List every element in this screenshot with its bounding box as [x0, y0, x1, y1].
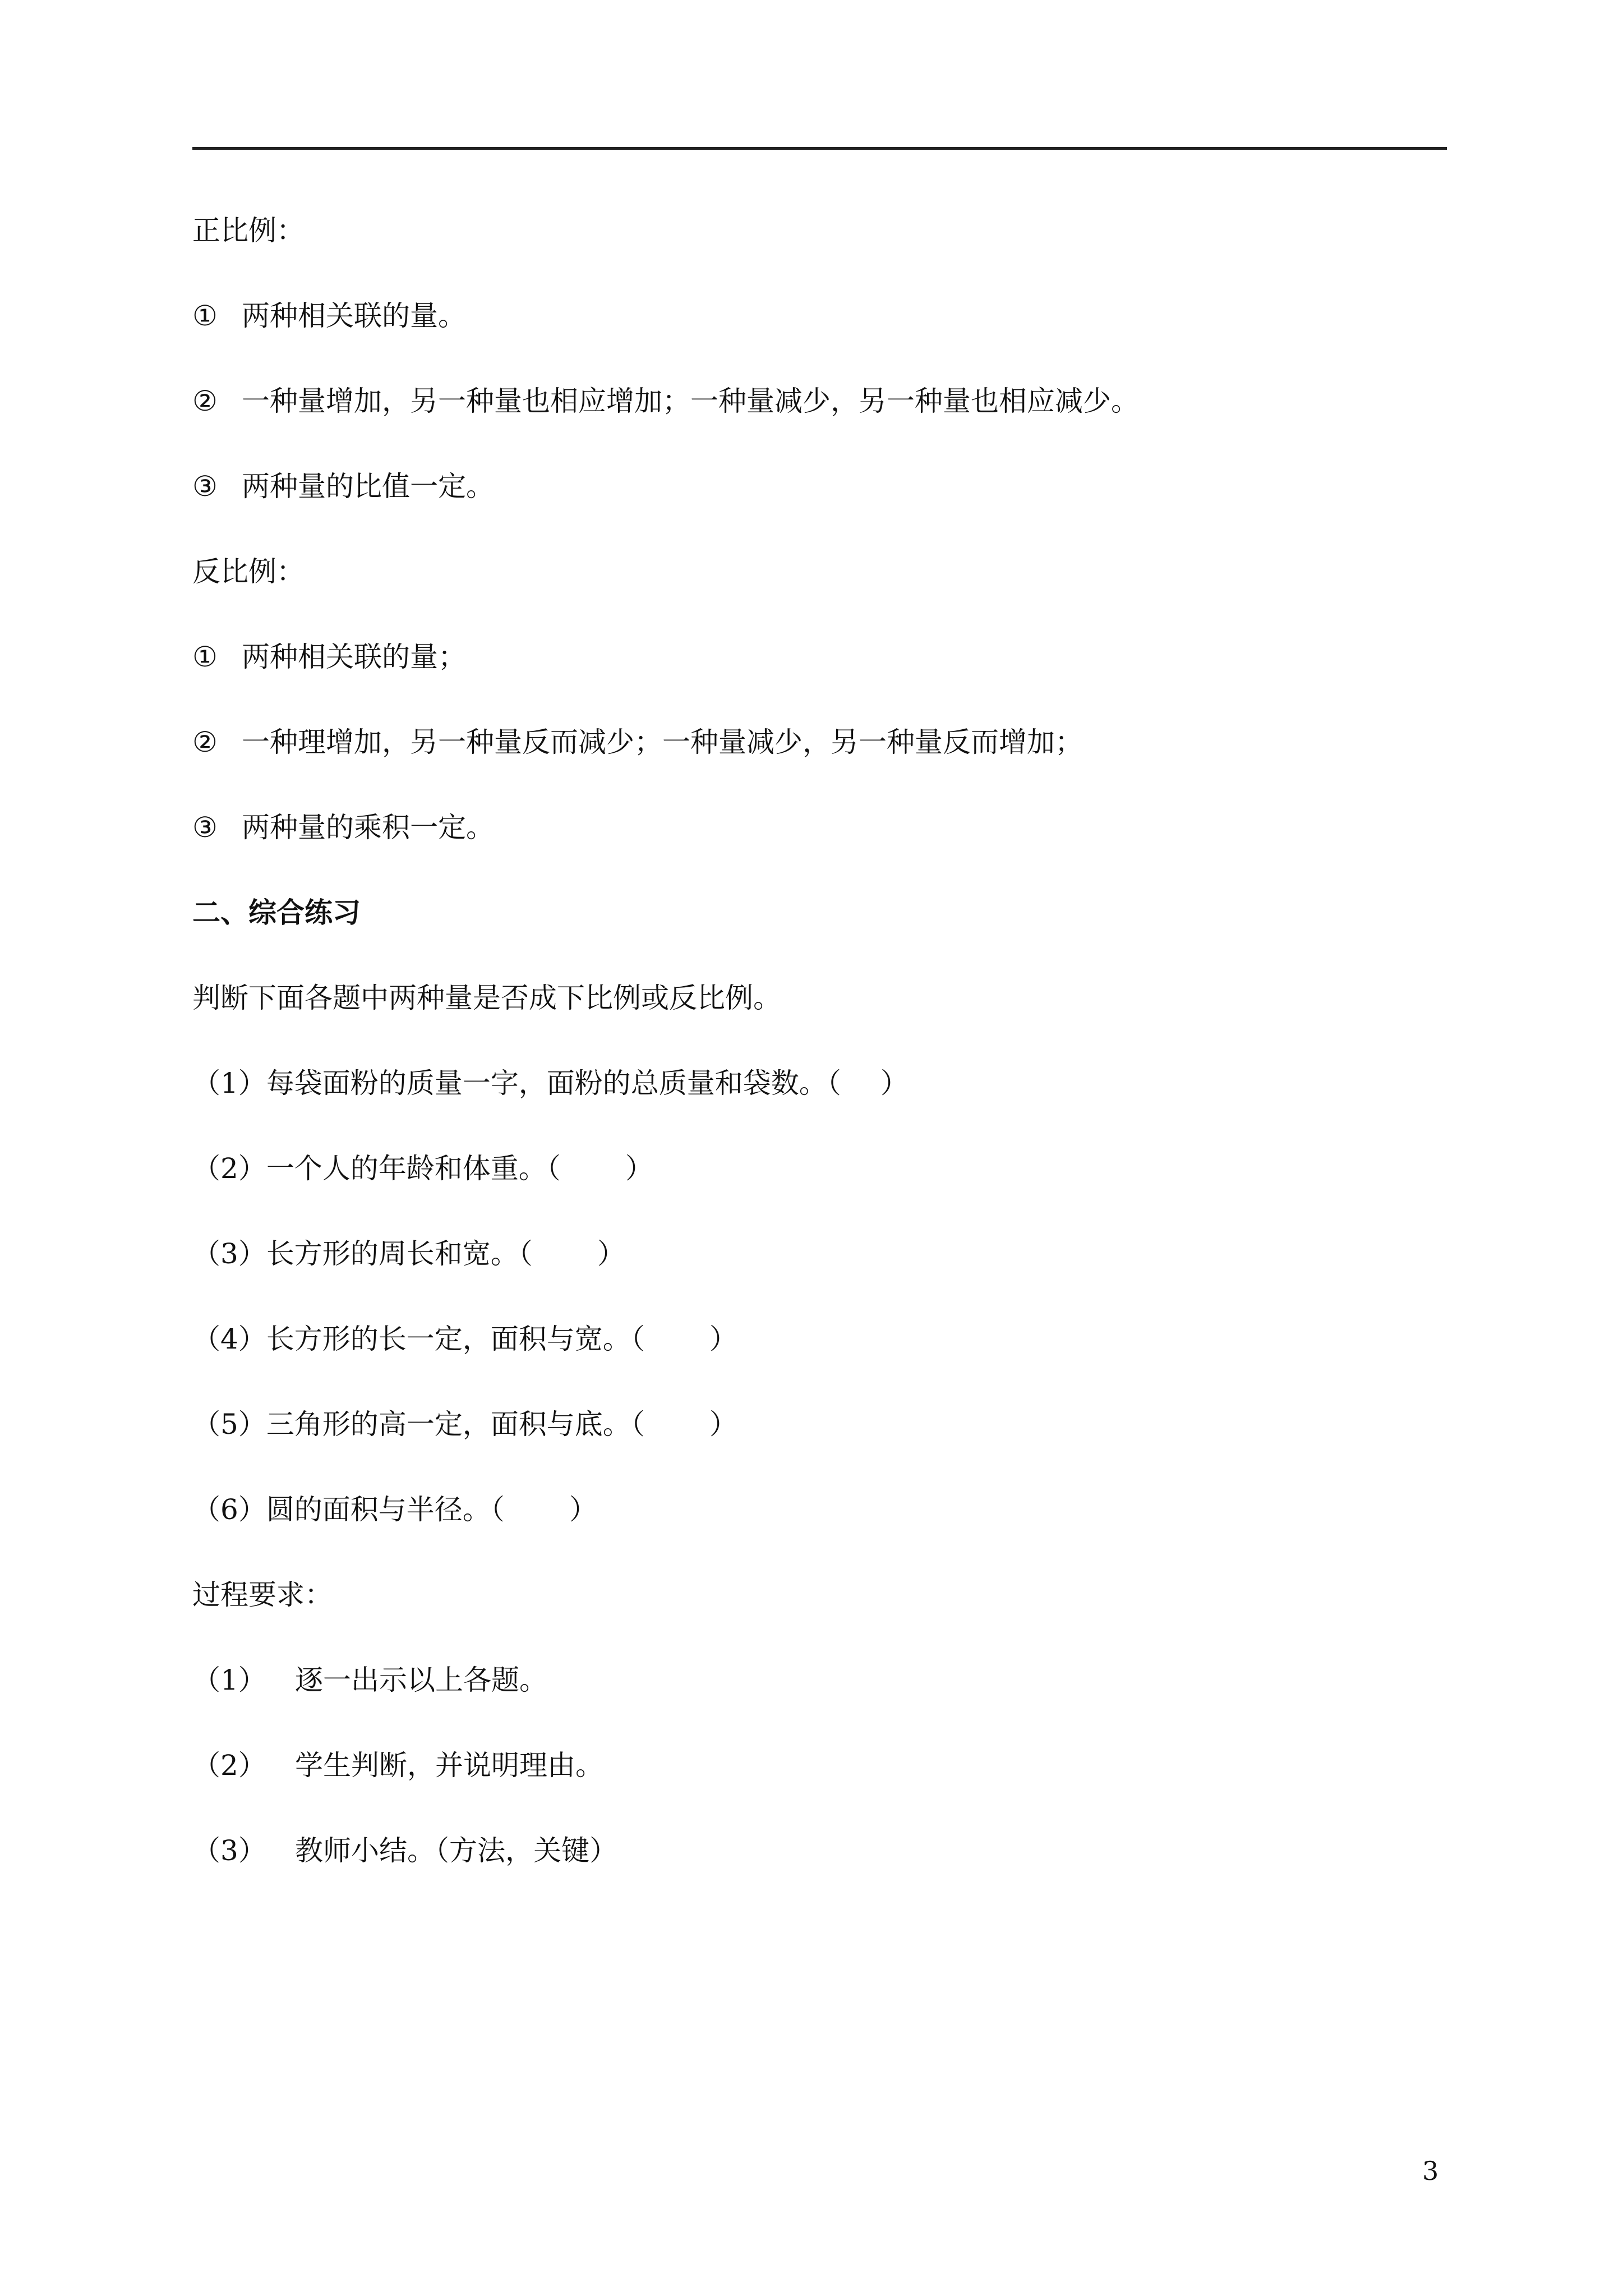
inverse-item-1 — [192, 640, 466, 674]
process-step-2 — [192, 1749, 603, 1782]
item-text: 一种理增加，另一种量反而减少；一种量减少，另一种量反而增加； — [242, 726, 1083, 758]
item-marker: ② — [192, 385, 218, 417]
item-text: 两种量的比值一定。 — [242, 470, 494, 503]
question-close: ） — [625, 1152, 653, 1185]
inverse-heading: 反比例： — [192, 555, 305, 588]
positive-heading: 正比例： — [192, 214, 305, 247]
step-text: 逐一出示以上各题。 — [295, 1664, 547, 1696]
question-close: ） — [880, 1067, 909, 1099]
question-label: （5） — [192, 1408, 266, 1441]
question-5 — [192, 1407, 737, 1441]
question-1 — [192, 1066, 909, 1100]
step-label: （1） — [192, 1664, 266, 1696]
process-heading: 过程要求： — [192, 1579, 333, 1611]
inverse-item-3 — [192, 811, 494, 844]
question-4 — [192, 1322, 737, 1356]
process-step-3 — [192, 1834, 617, 1867]
positive-item-3 — [192, 470, 494, 503]
inverse-item-2 — [192, 725, 1083, 759]
question-label: （3） — [192, 1237, 266, 1270]
question-2 — [192, 1152, 653, 1185]
step-label: （2） — [192, 1749, 266, 1782]
question-label: （2） — [192, 1152, 266, 1185]
question-close: ） — [569, 1493, 597, 1526]
item-marker: ② — [192, 726, 218, 758]
question-label: （1） — [192, 1067, 266, 1099]
question-label: （6） — [192, 1493, 266, 1526]
question-text: 长方形的周长和宽。（ — [266, 1237, 533, 1270]
item-text: 两种相关联的量； — [242, 641, 466, 673]
question-6 — [192, 1493, 597, 1526]
question-close: ） — [709, 1408, 737, 1441]
item-marker: ③ — [192, 470, 218, 503]
header-rule — [192, 147, 1447, 150]
question-text: 长方形的长一定，面积与宽。（ — [266, 1323, 645, 1355]
question-3 — [192, 1237, 625, 1271]
question-text: 三角形的高一定，面积与底。（ — [266, 1408, 645, 1441]
practice-intro: 判断下面各题中两种量是否成下比例或反比例。 — [192, 982, 781, 1014]
item-text: 一种量增加，另一种量也相应增加；一种量减少，另一种量也相应减少。 — [242, 385, 1139, 417]
item-marker: ① — [192, 300, 218, 332]
question-close: ） — [597, 1237, 625, 1270]
positive-item-2 — [192, 384, 1139, 418]
positive-item-1 — [192, 299, 466, 333]
page-number: 3 — [1422, 2156, 1439, 2186]
item-marker: ① — [192, 641, 218, 673]
step-text: 学生判断，并说明理由。 — [295, 1749, 603, 1782]
item-text: 两种量的乘积一定。 — [242, 811, 494, 844]
question-close: ） — [709, 1323, 737, 1355]
step-text: 教师小结。（方法，关键） — [295, 1834, 617, 1867]
question-text: 圆的面积与半径。（ — [266, 1493, 505, 1526]
step-label: （3） — [192, 1834, 266, 1867]
question-text: 每袋面粉的质量一字，面粉的总质量和袋数。（ — [266, 1067, 841, 1099]
item-text: 两种相关联的量。 — [242, 300, 466, 332]
question-text: 一个人的年龄和体重。（ — [266, 1152, 561, 1185]
practice-heading: 二、综合练习 — [192, 896, 361, 929]
question-label: （4） — [192, 1323, 266, 1355]
item-marker: ③ — [192, 811, 218, 844]
process-step-1 — [192, 1663, 547, 1697]
